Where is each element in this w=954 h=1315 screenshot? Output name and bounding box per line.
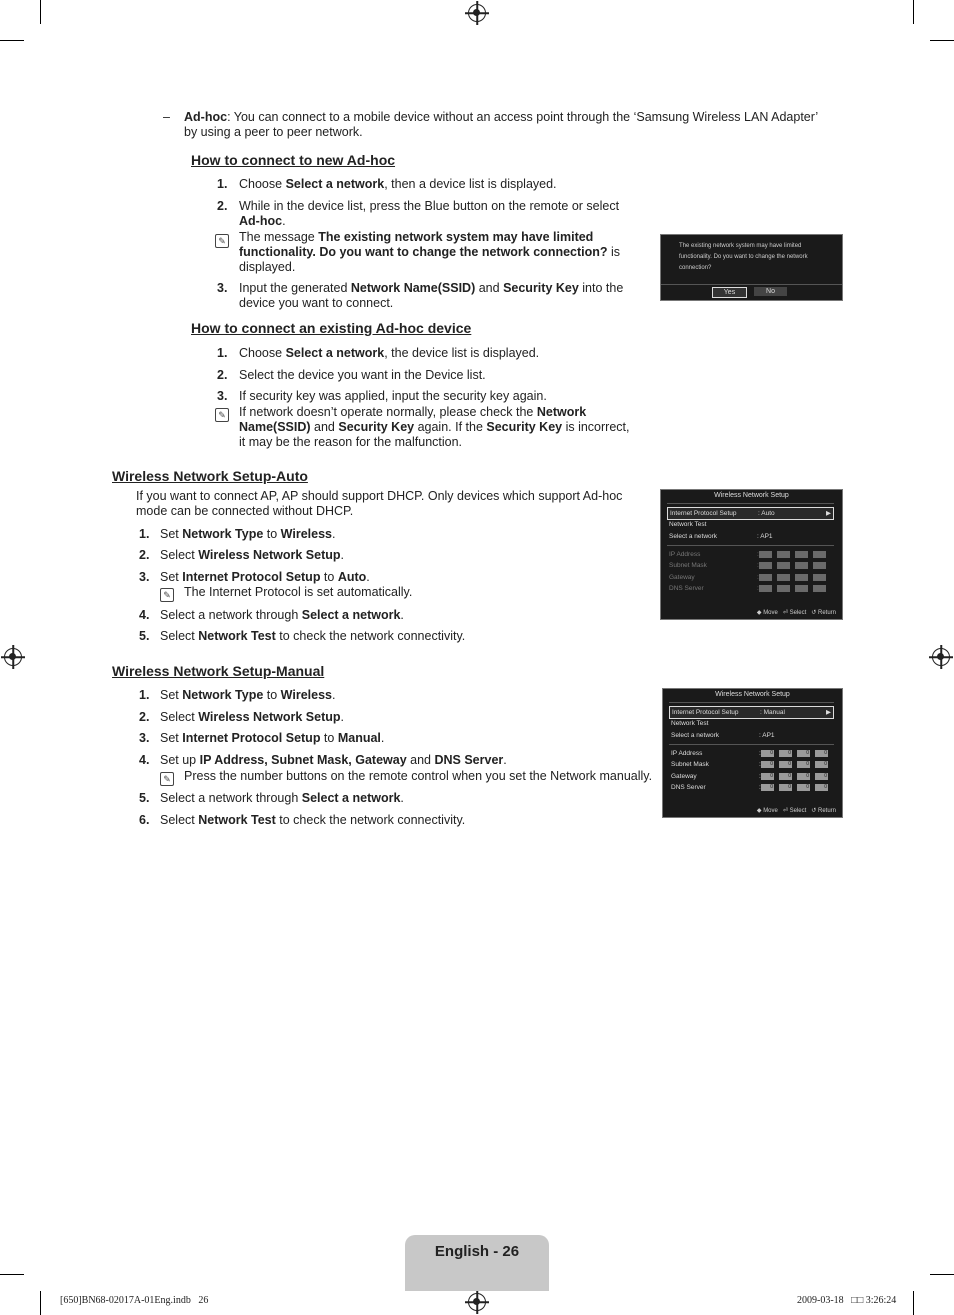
ip-octet-box[interactable]: 0: [797, 784, 810, 791]
step-number: 1.: [217, 177, 228, 191]
ip-octet-box: [777, 562, 790, 569]
crop-mark: [930, 1274, 954, 1275]
tv-footer: ◆ Move ⏎ Select ↺ Return: [756, 610, 836, 616]
manual-step-2: Select Wireless Network Setup.: [160, 710, 344, 724]
note-icon: ✎: [160, 769, 174, 787]
note-icon: ✎: [215, 405, 229, 423]
tv-row-subnet-mask: Subnet Mask :: [669, 562, 759, 569]
adhoc-text: : You can connect to a mobile device without an access point through the ‘Samsung Wireless LAN Adapter’ by using a peer to peer network.: [184, 110, 818, 139]
enter-icon: ⏎: [782, 808, 788, 814]
dialog-message: The existing network system may have limited functionality. Do you want to change the network connection?: [679, 243, 808, 271]
ip-octet-box[interactable]: 0: [815, 773, 828, 780]
print-timestamp: 2009-03-18 □□ 3:26:24: [797, 1295, 897, 1306]
auto-intro: If you want to connect AP, AP should support DHCP. Only devices which support Ad-hoc mode can be connected without DHCP.: [136, 489, 623, 518]
page-label: English - 26: [434, 1243, 520, 1260]
ip-octet-box: [759, 574, 772, 581]
right-arrow-icon: ▶: [826, 709, 831, 716]
adhoc-term: Ad-hoc: [184, 110, 228, 124]
page-label-tab: [405, 1235, 549, 1291]
heading-existing-adhoc: How to connect an existing Ad-hoc device: [191, 320, 472, 336]
crop-mark: [40, 0, 41, 24]
step-number: 3.: [139, 731, 150, 745]
ip-octet-box: [759, 585, 772, 592]
heading-new-adhoc: How to connect to new Ad-hoc: [191, 152, 396, 168]
tv-row-subnet-mask[interactable]: Subnet Mask :: [671, 761, 761, 768]
auto-step-2: Select Wireless Network Setup.: [160, 548, 344, 562]
step-number: 6.: [139, 813, 150, 827]
ip-octet-box[interactable]: 0: [761, 761, 774, 768]
enter-icon: ⏎: [782, 610, 788, 616]
ip-octet-box: [813, 574, 826, 581]
ip-octet-box: [813, 585, 826, 592]
ip-octet-box: [777, 574, 790, 581]
tv-row-gateway: Gateway :: [669, 574, 759, 581]
ip-octet-box: [795, 574, 808, 581]
ip-octet-box[interactable]: 0: [797, 773, 810, 780]
ip-octet-box[interactable]: 0: [815, 750, 828, 757]
step-number: 3.: [139, 570, 150, 584]
move-icon: ◆: [756, 808, 762, 814]
ip-octet-box: [813, 562, 826, 569]
tv-screen-setup-auto: [660, 489, 843, 620]
auto-step-1: Set Network Type to Wireless.: [160, 527, 336, 541]
tv-title: Wireless Network Setup: [715, 691, 790, 698]
step-number: 5.: [139, 791, 150, 805]
step-number: 2.: [217, 368, 228, 382]
ip-octet-box: [777, 585, 790, 592]
ip-octet-box[interactable]: 0: [797, 761, 810, 768]
dialog-divider: [661, 284, 842, 285]
ip-octet-box: [795, 585, 808, 592]
crop-mark: [930, 40, 954, 41]
tv-screen-setup-manual: [662, 688, 843, 818]
tv-divider: [667, 545, 834, 546]
ip-octet-box[interactable]: 0: [761, 773, 774, 780]
ip-octet-box[interactable]: 0: [779, 773, 792, 780]
tv-row-network-test[interactable]: Network Test: [669, 521, 707, 528]
ip-octet-box[interactable]: 0: [779, 784, 792, 791]
ip-octet-box[interactable]: 0: [815, 761, 828, 768]
heading-setup-manual: Wireless Network Setup-Manual: [112, 663, 325, 679]
auto-step-5: Select Network Test to check the network connectivity.: [160, 629, 466, 643]
auto-step-3: Set Internet Protocol Setup to Auto.: [160, 570, 370, 584]
tv-row-network-test[interactable]: Network Test: [671, 720, 709, 727]
return-icon: ↺: [811, 808, 817, 814]
ip-octet-box: [795, 562, 808, 569]
existing-adhoc-note: If network doesn’t operate normally, please check the Network Name(SSID) and Security Key again. If the Security Key is incorrect, it may be the reason for the malfunction.: [239, 405, 630, 449]
auto-step-4: Select a network through Select a network.: [160, 608, 404, 622]
crop-mark: [913, 0, 914, 24]
tv-row-dns-server[interactable]: DNS Server :: [671, 784, 761, 791]
step-number: 2.: [139, 710, 150, 724]
confirm-dialog-screen: [660, 234, 843, 301]
step-number: 3.: [217, 389, 228, 403]
note-icon: ✎: [215, 231, 229, 249]
auto-note: The Internet Protocol is set automatically.: [184, 585, 413, 599]
ip-octet-box[interactable]: 0: [779, 750, 792, 757]
manual-step-3: Set Internet Protocol Setup to Manual.: [160, 731, 385, 745]
manual-step-6: Select Network Test to check the network connectivity.: [160, 813, 466, 827]
new-adhoc-step-1: Choose Select a network, then a device list is displayed.: [239, 177, 557, 191]
step-number: 4.: [139, 608, 150, 622]
tv-row-ip-setup[interactable]: Internet Protocol Setup : Manual ▶: [669, 706, 834, 719]
step-number: 4.: [139, 753, 150, 767]
manual-step-5: Select a network through Select a network.: [160, 791, 404, 805]
ip-octet-box[interactable]: 0: [761, 750, 774, 757]
registration-mark-icon: [4, 648, 22, 666]
step-number: 2.: [217, 199, 228, 213]
tv-title: Wireless Network Setup: [714, 492, 789, 499]
tv-divider: [669, 744, 834, 745]
new-adhoc-step-3: Input the generated Network Name(SSID) and Security Key into the device you want to connect.: [239, 281, 624, 310]
step-number: 1.: [139, 527, 150, 541]
ip-octet-box: [795, 551, 808, 558]
existing-adhoc-step-1: Choose Select a network, the device list is displayed.: [239, 346, 540, 360]
tv-row-ip-address: IP Address :: [669, 551, 759, 558]
right-arrow-icon: ▶: [826, 510, 831, 517]
yes-button[interactable]: Yes: [712, 287, 747, 298]
new-adhoc-step-2: While in the device list, press the Blue button on the remote or select Ad-hoc.: [239, 199, 620, 228]
ip-octet-box[interactable]: 0: [797, 750, 810, 757]
step-number: 1.: [139, 688, 150, 702]
ip-octet-box: [759, 551, 772, 558]
ip-octet-box[interactable]: 0: [779, 761, 792, 768]
tv-row-dns-server: DNS Server :: [669, 585, 759, 592]
heading-setup-auto: Wireless Network Setup-Auto: [112, 468, 308, 484]
manual-note: Press the number buttons on the remote control when you set the Network manually.: [184, 769, 653, 783]
adhoc-paragraph: [184, 110, 834, 140]
crop-mark: [0, 1274, 24, 1275]
step-number: 2.: [139, 548, 150, 562]
tv-row-gateway[interactable]: Gateway :: [671, 773, 761, 780]
manual-step-4: Set up IP Address, Subnet Mask, Gateway and DNS Server.: [160, 753, 507, 767]
crop-mark: [0, 40, 24, 41]
note-icon: ✎: [160, 585, 174, 603]
existing-adhoc-step-2: Select the device you want in the Device list.: [239, 368, 486, 382]
crop-mark: [913, 1291, 914, 1315]
new-adhoc-note: The message The existing network system may have limited functionality. Do you want to change the network connection? is displayed.: [239, 230, 621, 274]
print-file-info: [650]BN68-02017A-01Eng.indb 26: [60, 1295, 209, 1306]
manual-step-1: Set Network Type to Wireless.: [160, 688, 336, 702]
tv-row-select-network[interactable]: Select a network : AP1: [669, 533, 773, 540]
adhoc-dash: –: [163, 110, 170, 124]
return-icon: ↺: [811, 610, 817, 616]
tv-row-select-network[interactable]: Select a network : AP1: [671, 732, 775, 739]
tv-divider: [667, 503, 834, 504]
step-number: 5.: [139, 629, 150, 643]
tv-divider: [669, 702, 834, 703]
crop-mark: [40, 1291, 41, 1315]
move-icon: ◆: [756, 610, 762, 616]
registration-mark-icon: [932, 648, 950, 666]
registration-mark-icon: [468, 1293, 486, 1311]
no-button[interactable]: No: [754, 287, 787, 296]
ip-octet-box: [813, 551, 826, 558]
tv-row-ip-address[interactable]: IP Address :: [671, 750, 761, 757]
ip-octet-box[interactable]: 0: [815, 784, 828, 791]
tv-footer: ◆ Move ⏎ Select ↺ Return: [756, 808, 836, 814]
step-number: 1.: [217, 346, 228, 360]
ip-octet-box: [777, 551, 790, 558]
ip-octet-box[interactable]: 0: [761, 784, 774, 791]
step-number: 3.: [217, 281, 228, 295]
existing-adhoc-step-3: If security key was applied, input the security key again.: [239, 389, 547, 403]
tv-row-ip-setup[interactable]: Internet Protocol Setup : Auto ▶: [667, 507, 834, 520]
ip-octet-box: [759, 562, 772, 569]
registration-mark-icon: [468, 4, 486, 22]
